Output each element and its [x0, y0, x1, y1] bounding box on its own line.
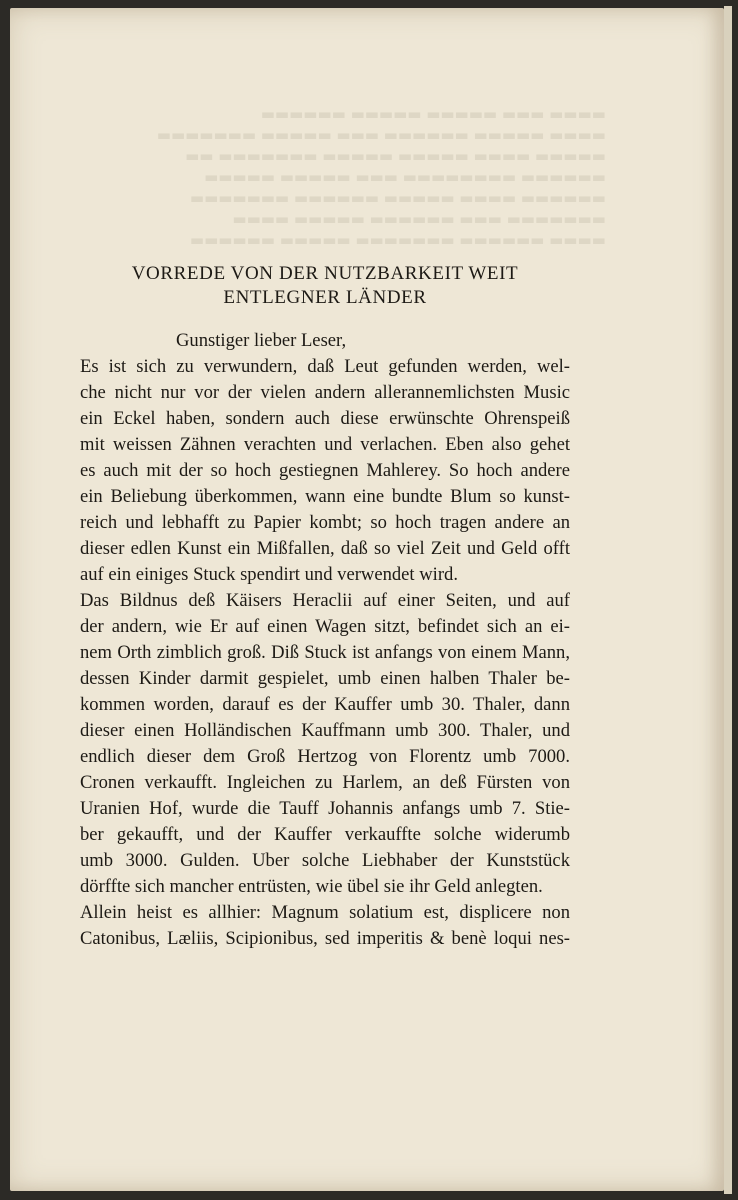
text-line: dieser edlen Kunst ein Mißfallen, daß so viel Zeit und Geld offt	[80, 538, 570, 559]
text-line: Uranien Hof, wurde die Tauff Johannis anfangs umb 7. Stie-	[80, 798, 570, 819]
text-line: Catonibus, Læliis, Scipionibus, sed imperitis & benè loqui nes-	[80, 928, 570, 949]
chapter-heading	[80, 262, 570, 310]
text-line: ein Eckel haben, sondern auch diese erwünschte Ohrenspeiß	[80, 408, 570, 429]
text-line: auf ein einiges Stuck spendirt und verwendet wird.	[80, 564, 458, 585]
text-line: nem Orth zimblich groß. Diß Stuck ist anfangs von einem Mann,	[80, 642, 570, 663]
text-line: kommen worden, darauf es der Kauffer umb 30. Thaler, dann	[80, 694, 570, 715]
text-line: Cronen verkaufft. Ingleichen zu Harlem, an deß Fürsten von	[80, 772, 570, 793]
text-line: endlich dieser dem Groß Hertzog von Florentz umb 7000.	[80, 746, 570, 767]
text-line: dieser einen Holländischen Kauffmann umb 300. Thaler, und	[80, 720, 570, 741]
text-line: ein Beliebung überkommen, wann eine bundte Blum so kunst-	[80, 486, 570, 507]
text-line: der andern, wie Er auf einen Wagen sitzt, befindet sich an ei-	[80, 616, 570, 637]
paragraph-2	[80, 588, 570, 900]
salutation: Gunstiger lieber Leser,	[176, 330, 347, 351]
text-line: dörffte sich mancher entrüsten, wie übel sie ihr Geld anlegten.	[80, 876, 543, 897]
heading-line-1: VORREDE VON DER NUTZBARKEIT WEIT	[131, 263, 519, 284]
bleed-through-text: ▬▬▬▬ ▬▬▬ ▬▬▬▬▬ ▬▬▬▬▬ ▬▬▬▬▬▬ ▬▬▬▬ ▬▬▬▬▬ ▬▬▬▬▬▬ ▬▬▬ ▬▬▬▬▬ ▬▬▬▬▬▬▬ ▬▬▬▬▬ ▬▬▬▬ ▬▬▬▬▬ ▬▬▬▬▬ ▬▬▬▬▬▬▬ ▬▬ ▬▬▬▬▬▬ ▬▬▬▬▬▬▬▬ ▬▬▬ ▬▬▬▬▬ ▬▬▬▬▬ ▬▬▬▬▬▬ ▬▬▬▬ ▬▬▬▬▬ ▬▬▬▬▬▬ ▬▬▬▬▬▬▬ ▬▬▬▬▬▬▬ ▬▬▬ ▬▬▬▬▬▬ ▬▬▬▬▬ ▬▬▬▬ ▬▬▬▬ ▬▬▬▬▬▬ ▬▬▬▬▬▬▬ ▬▬▬▬▬ ▬▬▬▬▬▬	[156, 105, 606, 249]
paragraph-1	[80, 354, 570, 588]
text-line: es auch mit der so hoch gestiegnen Mahlerey. So hoch andere	[80, 460, 570, 481]
text-line: che nicht nur vor der vielen andern allerannemlichsten Music	[80, 382, 570, 403]
heading-line-2: ENTLEGNER LÄNDER	[223, 287, 427, 308]
page-text	[80, 262, 570, 952]
text-line: Es ist sich zu verwundern, daß Leut gefunden werden, wel-	[80, 356, 570, 377]
text-line: Das Bildnus deß Käisers Heraclii auf einer Seiten, und auf	[80, 590, 570, 611]
text-line: mit weissen Zähnen verachten und verlachen. Eben also gehet	[80, 434, 570, 455]
text-line: dessen Kinder darmit gespielet, umb einen halben Thaler be-	[80, 668, 570, 689]
text-line: Allein heist es allhier: Magnum solatium est, displicere non	[80, 902, 570, 923]
paragraph-3	[80, 900, 570, 952]
page-edge	[724, 6, 732, 1194]
text-line: umb 3000. Gulden. Uber solche Liebhaber der Kunststück	[80, 850, 570, 871]
text-line: reich und lebhafft zu Papier kombt; so hoch tragen andere an	[80, 512, 570, 533]
text-line: ber gekaufft, und der Kauffer verkauffte solche widerumb	[80, 824, 570, 845]
